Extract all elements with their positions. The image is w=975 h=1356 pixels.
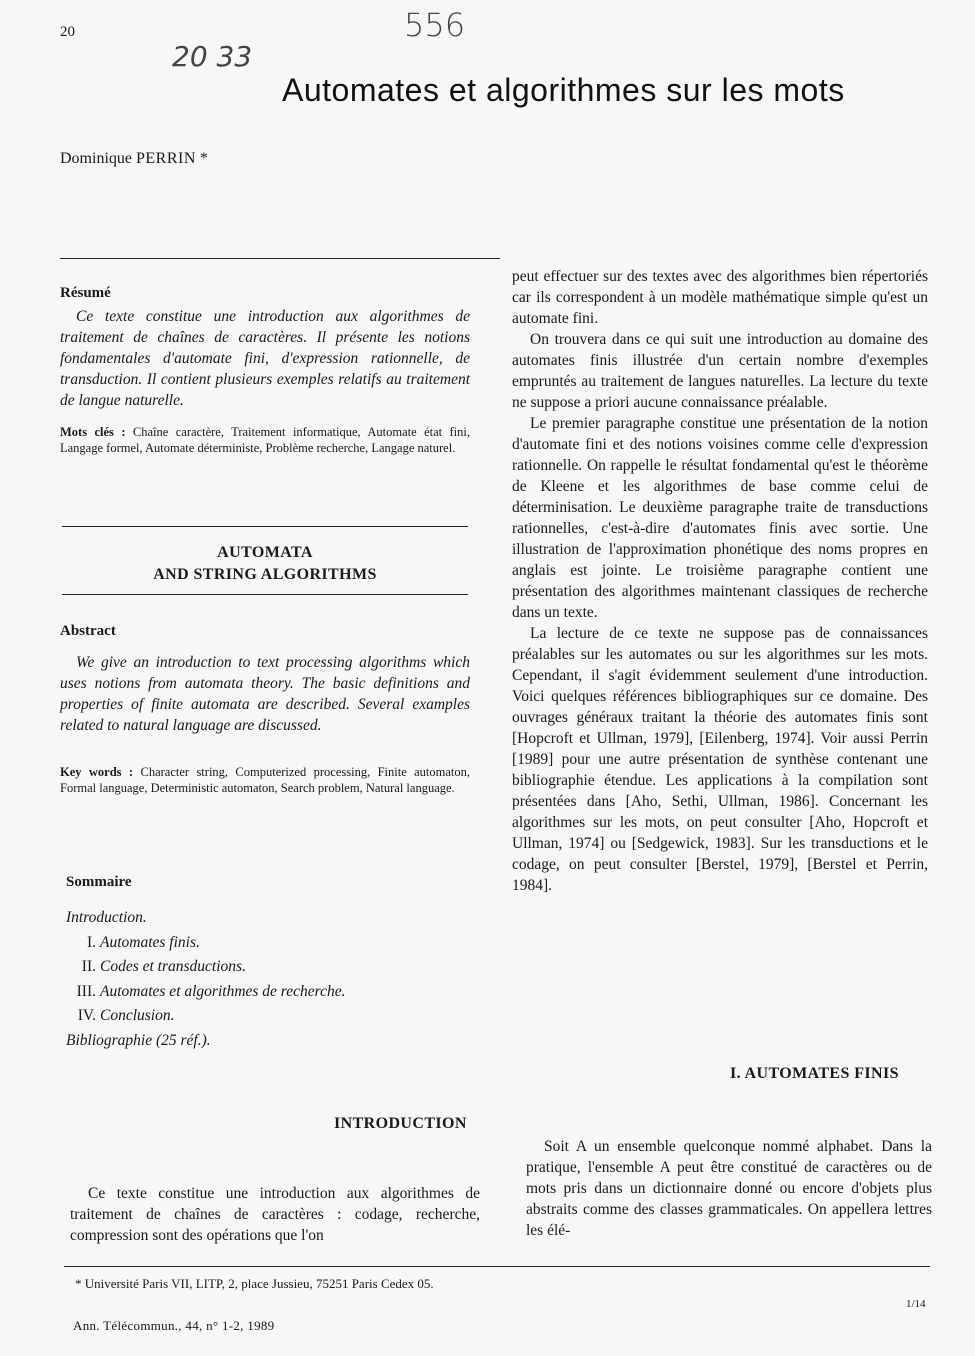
introduction-paragraph: Ce texte constitue une introduction aux algorithmes de traitement de chaînes de caractères : codage, recherche, compression sont des opérations que l'on [70,1185,480,1244]
section1-heading: I. AUTOMATES FINIS [730,1065,899,1082]
english-title-line1: AUTOMATA [217,544,313,561]
resume-heading: Résumé [60,285,111,301]
introduction-right-column [512,266,928,896]
introduction-paragraph: Le premier paragraphe constitue une présentation de la notion d'automate fini et des notions voisines comme celle d'expression rationnelle. On rappelle le résultat fondamental qu'est le théorème de Kleene et les algorithmes de base comme celui de déterminisation. Le deuxième paragraphe traite de transductions rationnelles, c'est-à-dire d'automates finis avec sortie. Une illustration de l'approximation phonétique des noms propres en anglais est jointe. Le troisième paragraphe contient une présentation des algorithmes maintenant classiques de recherche dans un texte. [512,415,928,621]
sommaire-item-number: IV. [77,1007,96,1024]
english-title [60,542,470,586]
sommaire-item [66,906,346,931]
resume-text: Ce texte constitue une introduction aux algorithmes de traitement de chaînes de caractères. Il présente les notions fondamentales d'automate fini, d'expression rationnelle, de transduction. Il contient plusieurs exemples relatifs au traitement de langue naturelle. [60,308,470,409]
introduction-paragraph: On trouvera dans ce qui suit une introduction au domaine des automates finis illustrée d'un certain nombre d'exemples empruntés au traitement de langues naturelles. La lecture du texte ne suppose a priori aucune connaissance préalable. [512,331,928,411]
sommaire-heading: Sommaire [66,874,132,890]
sommaire-item [66,1029,346,1054]
introduction-left-column [70,1183,480,1246]
handwritten-note-left: 20 33 [172,40,253,73]
author-mark: * [199,150,208,167]
introduction-heading: INTRODUCTION [334,1115,467,1132]
resume-keywords-list: Chaîne caractère, Traitement informatique, Automate état fini, Langage formel, Automate déterministe, Problème recherche, Langage naturel. [60,425,471,455]
section1-paragraph: Soit A un ensemble quelconque nommé alphabet. Dans la pratique, l'ensemble A peut être constitué de caractères ou de mots pris dans un dictionnaire donné ou encore d'objets plus abstraits comme des classes grammaticales. On appellera lettres les élé- [526,1138,932,1239]
introduction-paragraph: peut effectuer sur des textes avec des algorithmes bien répertoriés car ils correspondent à un modèle mathématique simple qu'est un automate fini. [512,268,928,327]
sommaire-item-label: Automates finis. [100,933,200,951]
footnote: * Université Paris VII, LITP, 2, place Jussieu, 75251 Paris Cedex 05. [75,1276,434,1291]
abstract-keywords-label: Key words : [60,765,134,779]
abstract-text: We give an introduction to text processing algorithms which uses notions from automata theory. The basic definitions and properties of finite automata are described. Several examples related to natural language are discussed. [60,654,470,734]
article-title: Automates et algorithmes sur les mots [282,72,845,108]
section1-column [526,1136,932,1241]
sommaire-item-label: Conclusion. [100,1007,175,1024]
resume-keywords [60,424,470,456]
abstract-heading: Abstract [60,623,116,639]
sommaire-item [66,931,346,956]
english-title-bottom-rule [62,594,468,595]
sommaire-item-label: Automates et algorithmes de recherche. [100,982,346,1000]
sommaire-item [66,955,346,980]
sommaire-item-number: II. [81,958,96,975]
journal-footer: Ann. Télécommun., 44, n° 1-2, 1989 [73,1318,275,1333]
handwritten-note-top: 556 [404,6,466,44]
sommaire-item-number: I. [86,933,96,951]
author-last-name: PERRIN [136,150,196,167]
author [60,150,208,168]
abstract-keywords [60,764,470,796]
abstract-keywords-list: Character string, Computerized processing, Finite automaton, Formal language, Deterministic automaton, Search problem, Natural language. [60,765,471,795]
sommaire-list [66,906,346,1053]
sommaire-item-number: III. [76,982,96,1000]
page-reference: 1/14 [906,1298,926,1310]
header-rule [60,258,500,259]
sommaire-item [66,1004,346,1029]
sommaire-item-label: Introduction. [66,909,147,926]
resume-keywords-label: Mots clés : [60,425,126,439]
sommaire-item [66,980,346,1005]
english-title-line2: AND STRING ALGORITHMS [153,566,377,583]
sommaire-item-label: Codes et transductions. [100,958,246,975]
introduction-paragraph: La lecture de ce texte ne suppose pas de connaissances préalables sur les automates ou sur les algorithmes sur les mots. Cependant, il s'agit évidemment seulement d'une introduction. Voici quelques références bibliographiques sur ce domaine. Des ouvrages généraux traitant la théorie des automates finis sont [Hopcroft et Ullman, 1979], [Eilenberg, 1974]. Voir aussi Perrin [1989] pour une autre présentation de synthèse contenant une bibliographie étendue. Les applications à la compilation sont présentées dans [Aho, Sethi, Ullman, 1986]. Concernant les algorithmes sur les mots, on peut consulter [Aho, Hopcroft et Ullman, 1974] ou [Sedgewick, 1983]. Sur les transductions et le codage, on peut consulter [Berstel, 1979], [Berstel et Perrin, 1984]. [512,625,928,894]
english-title-top-rule [62,526,468,527]
sommaire-item-label: Bibliographie (25 réf.). [66,1031,211,1049]
page-number: 20 [60,24,75,40]
footnote-rule [64,1266,930,1267]
author-first-name: Dominique [60,150,132,167]
